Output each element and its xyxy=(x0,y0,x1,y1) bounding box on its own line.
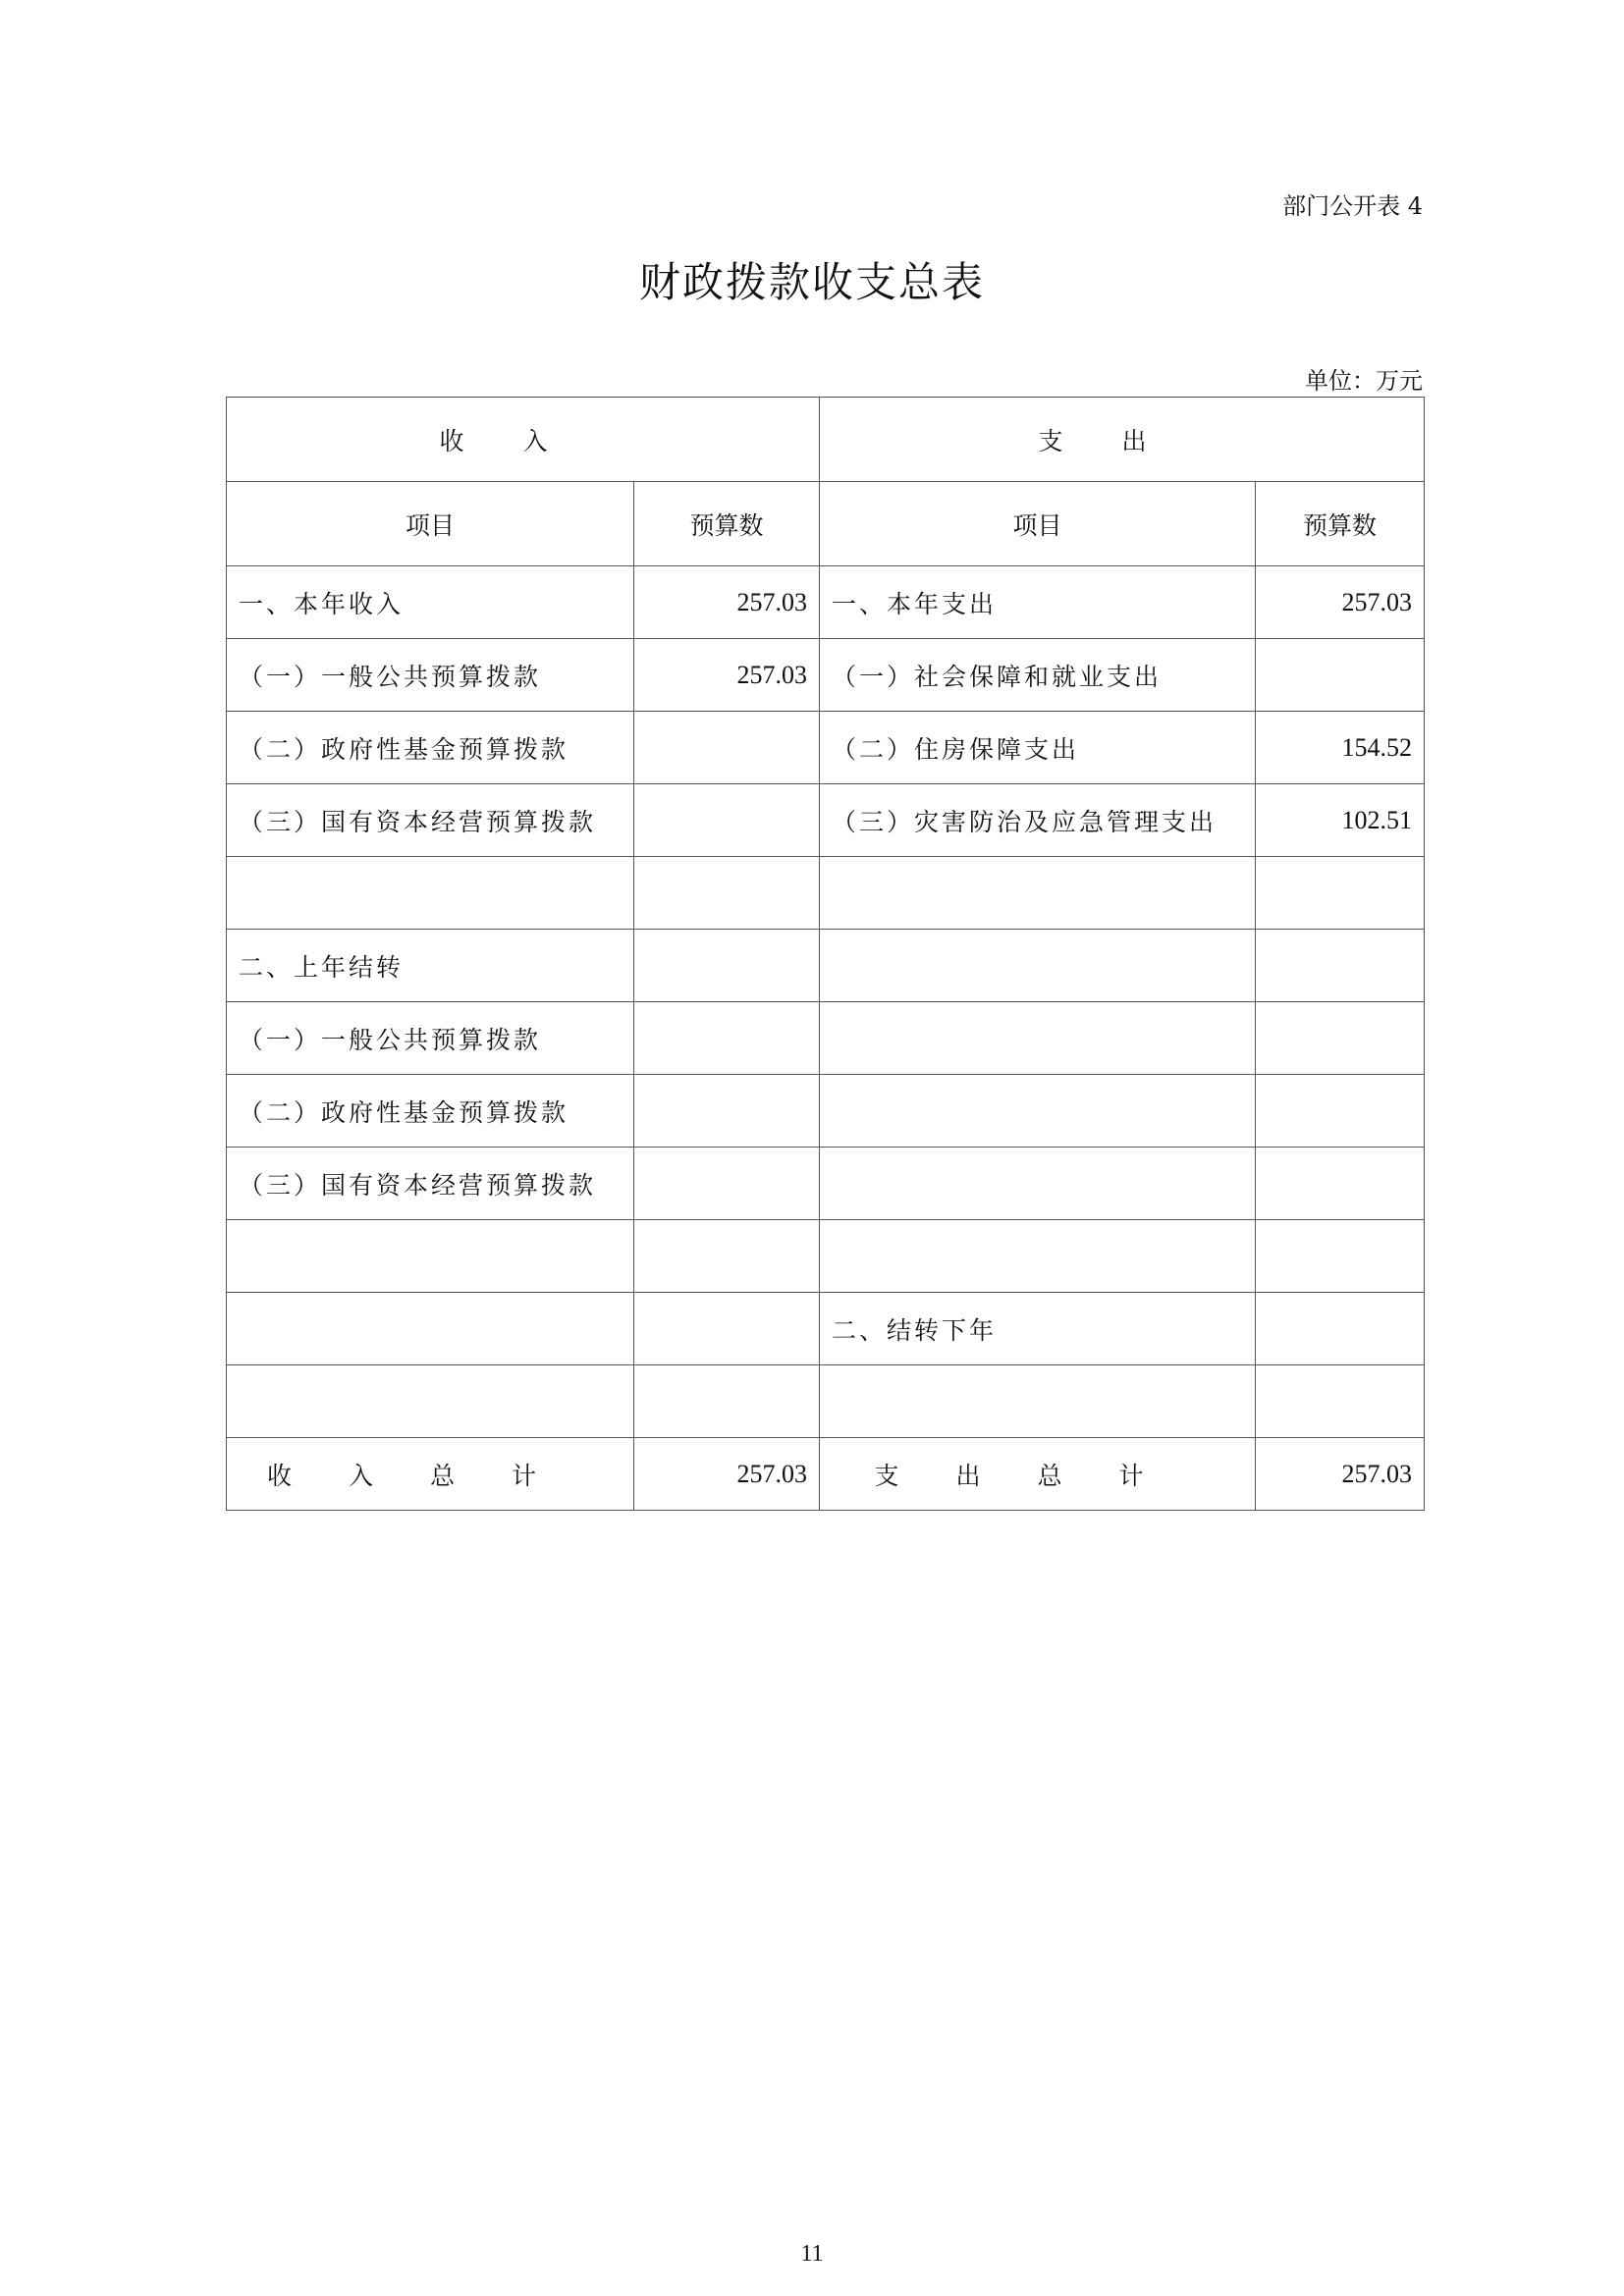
income-budget-cell xyxy=(634,1293,820,1365)
income-item-cell: 一、本年收入 xyxy=(227,566,634,639)
expense-total-label-cell xyxy=(820,1438,1256,1511)
income-budget-cell xyxy=(634,930,820,1002)
income-budget-cell xyxy=(634,712,820,784)
expense-budget-cell xyxy=(1256,857,1425,930)
income-budget-cell xyxy=(634,1220,820,1293)
expense-budget-cell xyxy=(1256,1293,1425,1365)
expense-item-cell: （三）灾害防治及应急管理支出 xyxy=(820,784,1256,857)
income-total-label-cell xyxy=(227,1438,634,1511)
expense-item-cell xyxy=(820,1002,1256,1075)
expense-section-label: 支出 xyxy=(1038,426,1206,455)
expense-section-header xyxy=(820,398,1425,482)
table-row xyxy=(227,857,1425,930)
income-budget-cell xyxy=(634,1075,820,1148)
income-item-cell: （三）国有资本经营预算拨款 xyxy=(227,784,634,857)
income-item-cell: （二）政府性基金预算拨款 xyxy=(227,1075,634,1148)
income-item-cell: （一）一般公共预算拨款 xyxy=(227,639,634,712)
table-row xyxy=(227,784,1425,857)
table-row xyxy=(227,566,1425,639)
expense-budget-cell xyxy=(1256,1365,1425,1438)
expense-budget-cell xyxy=(1256,639,1425,712)
table-row xyxy=(227,1148,1425,1220)
expense-item-column-header: 项目 xyxy=(820,482,1256,566)
income-total-value: 257.03 xyxy=(634,1438,820,1511)
income-total-label: 收入总计 xyxy=(266,1461,593,1490)
income-budget-column-header: 预算数 xyxy=(634,482,820,566)
expense-budget-cell xyxy=(1256,1075,1425,1148)
expense-item-cell: 二、结转下年 xyxy=(820,1293,1256,1365)
expense-budget-cell: 257.03 xyxy=(1256,566,1425,639)
expense-item-cell xyxy=(820,1148,1256,1220)
expense-item-cell xyxy=(820,930,1256,1002)
table-row xyxy=(227,1365,1425,1438)
income-item-cell xyxy=(227,1293,634,1365)
expense-total-value: 257.03 xyxy=(1256,1438,1425,1511)
expense-item-cell xyxy=(820,1075,1256,1148)
expense-budget-cell xyxy=(1256,1002,1425,1075)
expense-budget-column-header: 预算数 xyxy=(1256,482,1425,566)
income-item-cell: （二）政府性基金预算拨款 xyxy=(227,712,634,784)
income-budget-cell xyxy=(634,1148,820,1220)
expense-budget-cell xyxy=(1256,1148,1425,1220)
expense-item-cell xyxy=(820,1365,1256,1438)
expense-budget-cell: 102.51 xyxy=(1256,784,1425,857)
fiscal-appropriation-table xyxy=(226,397,1425,1511)
table-column-header-row xyxy=(227,482,1425,566)
page-number: 11 xyxy=(800,2241,824,2267)
expense-item-cell: （一）社会保障和就业支出 xyxy=(820,639,1256,712)
income-item-cell xyxy=(227,857,634,930)
expense-budget-cell: 154.52 xyxy=(1256,712,1425,784)
expense-item-cell xyxy=(820,857,1256,930)
expense-budget-cell xyxy=(1256,1220,1425,1293)
income-section-header xyxy=(227,398,820,482)
income-budget-cell xyxy=(634,784,820,857)
income-budget-cell: 257.03 xyxy=(634,639,820,712)
table-row xyxy=(227,1293,1425,1365)
table-row xyxy=(227,930,1425,1002)
totals-row xyxy=(227,1438,1425,1511)
income-item-cell: （三）国有资本经营预算拨款 xyxy=(227,1148,634,1220)
table-row xyxy=(227,1220,1425,1293)
unit-label: 单位：万元 xyxy=(1305,367,1423,395)
expense-item-cell xyxy=(820,1220,1256,1293)
page-title: 财政拨款收支总表 xyxy=(638,258,985,306)
income-section-label: 收入 xyxy=(439,426,607,455)
income-item-cell xyxy=(227,1220,634,1293)
income-item-cell: 二、上年结转 xyxy=(227,930,634,1002)
income-budget-cell xyxy=(634,1365,820,1438)
expense-item-cell: （二）住房保障支出 xyxy=(820,712,1256,784)
table-row xyxy=(227,1075,1425,1148)
expense-total-label: 支出总计 xyxy=(874,1461,1201,1490)
income-item-cell xyxy=(227,1365,634,1438)
expense-item-cell: 一、本年支出 xyxy=(820,566,1256,639)
table-row xyxy=(227,1002,1425,1075)
expense-budget-cell xyxy=(1256,930,1425,1002)
income-item-column-header: 项目 xyxy=(227,482,634,566)
income-budget-cell: 257.03 xyxy=(634,566,820,639)
income-budget-cell xyxy=(634,857,820,930)
form-number-tag: 部门公开表 4 xyxy=(1282,192,1423,220)
table-row xyxy=(227,639,1425,712)
table-section-header-row xyxy=(227,398,1425,482)
income-item-cell: （一）一般公共预算拨款 xyxy=(227,1002,634,1075)
table-row xyxy=(227,712,1425,784)
income-budget-cell xyxy=(634,1002,820,1075)
